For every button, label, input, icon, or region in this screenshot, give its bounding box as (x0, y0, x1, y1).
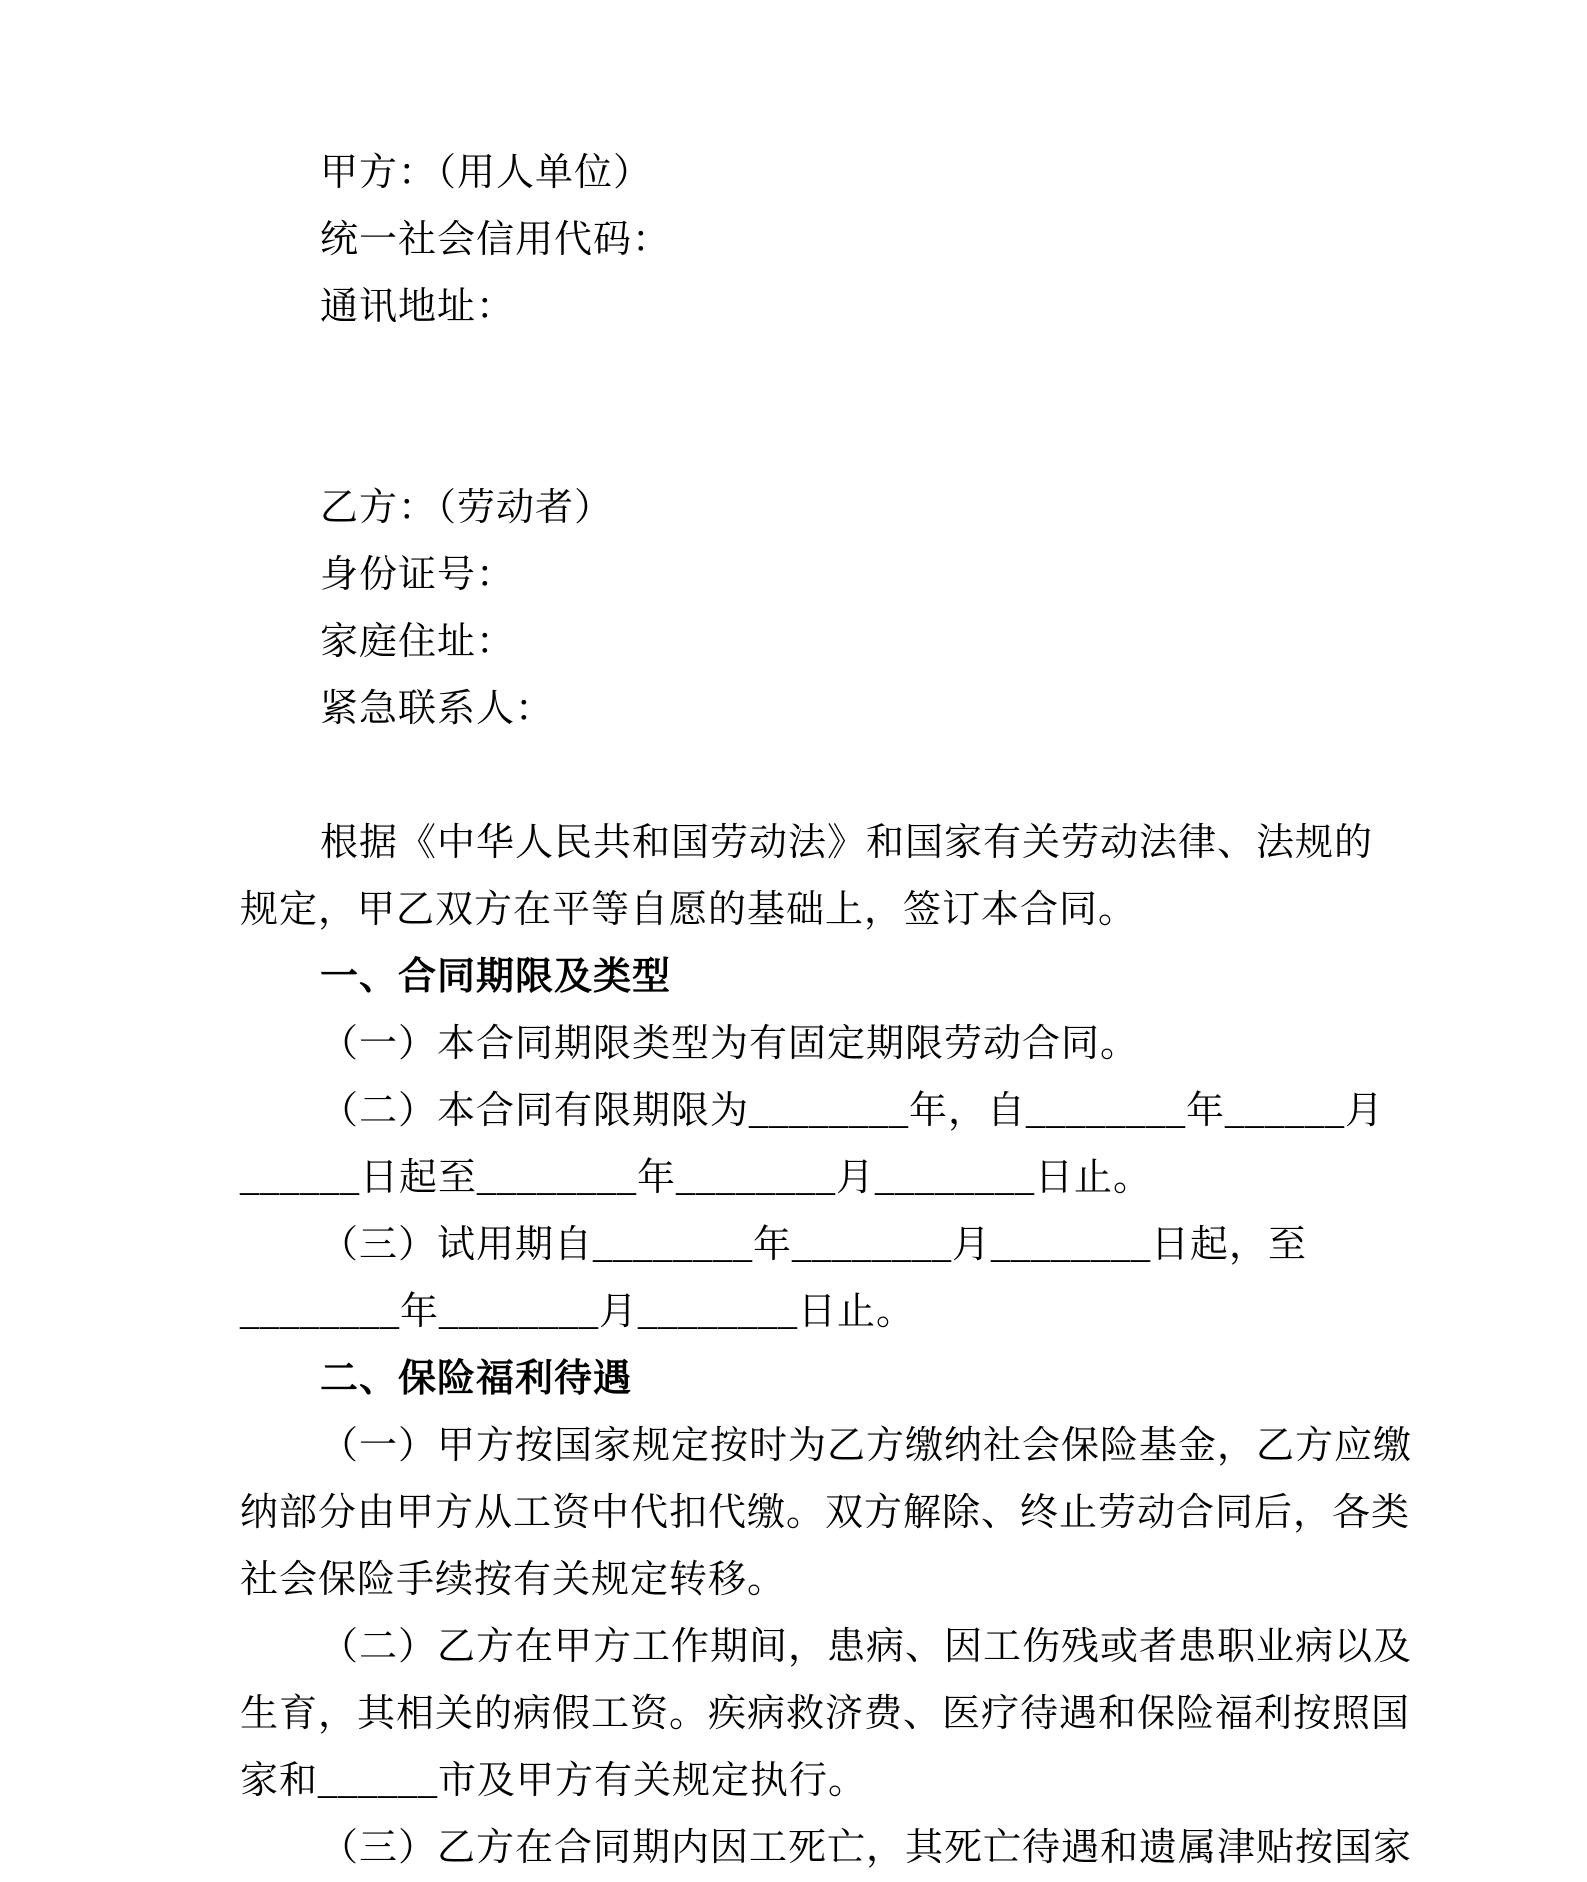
section-1-item-3-line-1: （三）试用期自________年________月________日起，至 (320, 1224, 1308, 1266)
spacer (240, 743, 1355, 810)
section-2-item-2-line-2: 生育，其相关的病假工资。疾病救济费、医疗待遇和保险福利按照国 (240, 1693, 1411, 1735)
party-b-id-number: 身份证号： (320, 554, 516, 596)
party-b-emergency-contact: 紧急联系人： (320, 688, 555, 730)
section-1-item-2-line-1: （二）本合同有限期限为________年，自________年______月 (320, 1090, 1385, 1132)
party-a-title: 甲方：（用人单位） (320, 152, 653, 194)
party-b-title: 乙方：（劳动者） (320, 487, 614, 529)
preamble-line-2: 规定，甲乙双方在平等自愿的基础上，签订本合同。 (240, 889, 1138, 931)
section-2-item-1-line-3: 社会保险手续按有关规定转移。 (240, 1559, 787, 1601)
section-1-item-3-line-2: ________年________月________日止。 (240, 1291, 916, 1333)
section-2-item-2-line-1: （二）乙方在甲方工作期间，患病、因工伤残或者患职业病以及 (320, 1626, 1413, 1668)
section-1-heading: 一、合同期限及类型 (320, 956, 672, 998)
spacer (240, 341, 1355, 408)
section-1-item-2-line-2: ______日起至________年________月________日止。 (240, 1157, 1153, 1199)
spacer (240, 408, 1355, 475)
section-2-heading: 二、保险福利待遇 (320, 1358, 633, 1400)
section-1-item-1: （一）本合同期限类型为有固定期限劳动合同。 (320, 1023, 1140, 1065)
section-2-item-1-line-2: 纳部分由甲方从工资中代扣代缴。双方解除、终止劳动合同后，各类 (240, 1492, 1411, 1534)
document-body (240, 140, 1413, 1882)
preamble-line-1: 根据《中华人民共和国劳动法》和国家有关劳动法律、法规的 (320, 822, 1374, 864)
party-a-credit-code: 统一社会信用代码： (320, 219, 672, 261)
section-2-item-2-line-3: 家和______市及甲方有关规定执行。 (240, 1760, 868, 1802)
party-b-home-address: 家庭住址： (320, 621, 516, 663)
section-2-item-1-line-1: （一）甲方按国家规定按时为乙方缴纳社会保险基金，乙方应缴 (320, 1425, 1413, 1467)
party-a-mail-address: 通讯地址： (320, 286, 516, 328)
section-2-item-3-line-1: （三）乙方在合同期内因工死亡，其死亡待遇和遗属津贴按国家 (320, 1827, 1413, 1869)
